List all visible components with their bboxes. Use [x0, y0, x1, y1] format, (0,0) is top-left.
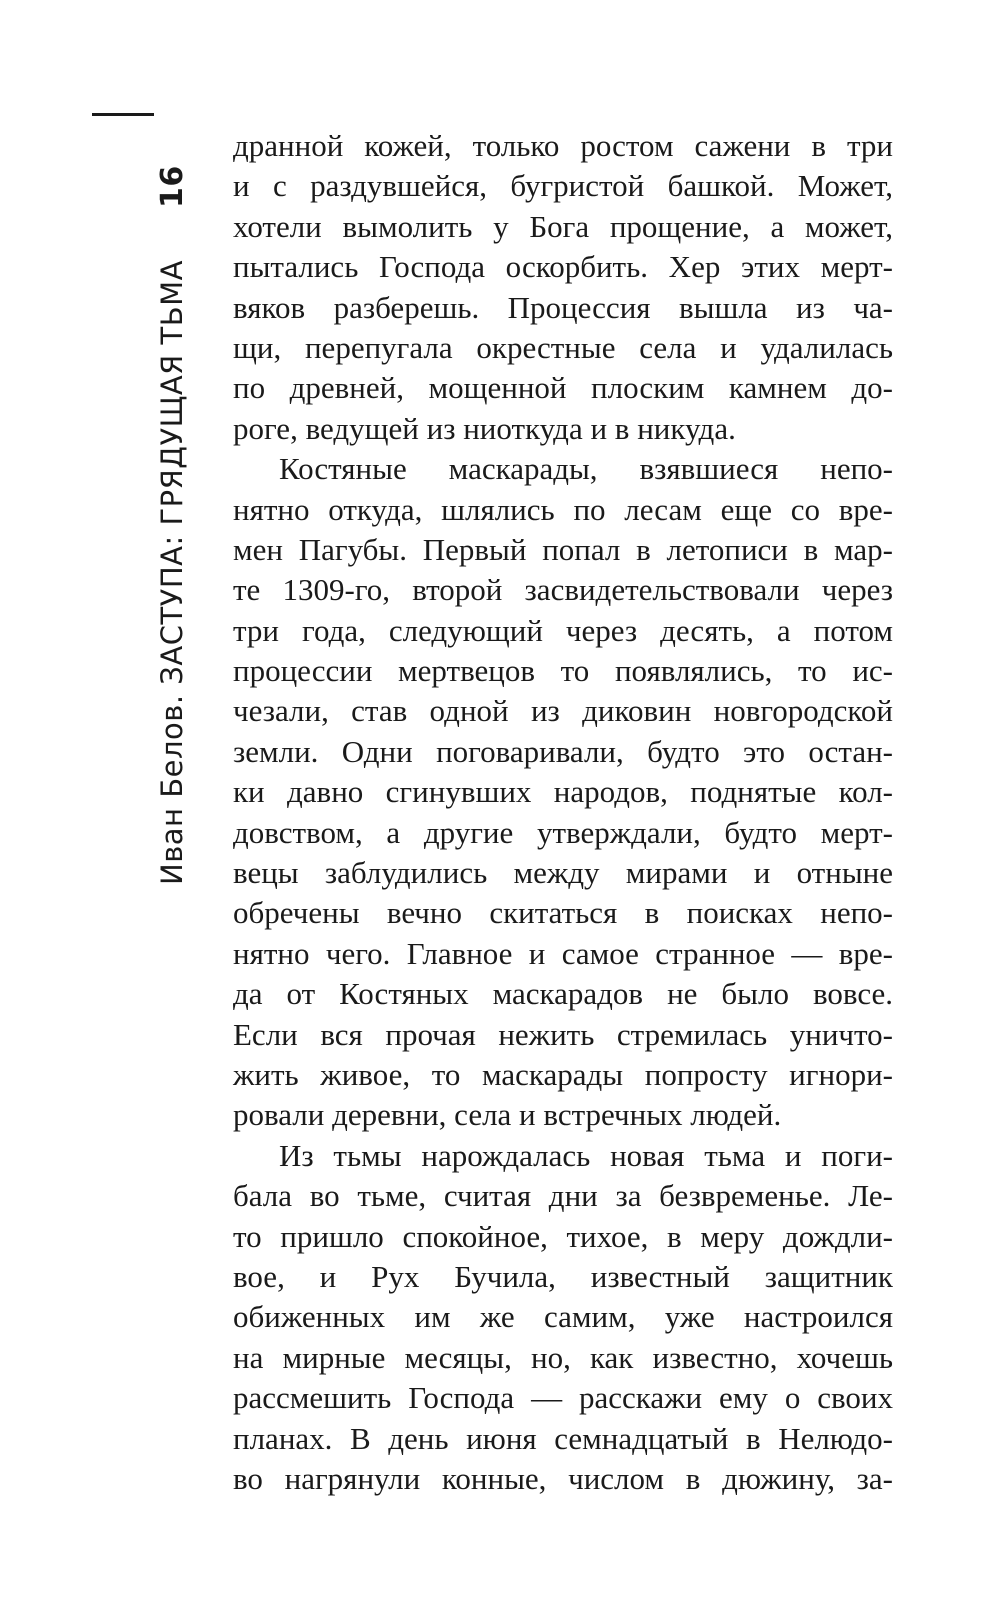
header-rule: [92, 113, 154, 116]
text-line: по древней, мощенной плоским камнем до-: [233, 370, 893, 406]
text-line: пытались Господа оскорбить. Хер этих мерт-: [233, 249, 893, 285]
text-line: дранной кожей, только ростом сажени в три: [233, 128, 893, 163]
page-number: 16: [154, 165, 190, 208]
text-line: мен Пагубы. Первый попал в летописи в мар-: [233, 531, 893, 567]
text-line: чезали, став одной из диковин новгородской: [233, 693, 893, 729]
text-line: Если вся прочая нежить стремилась уничто-: [233, 1016, 893, 1052]
text-line: вое, и Рух Бучила, известный защитник: [233, 1258, 893, 1294]
text-line: земли. Одни поговаривали, будто это остан-: [233, 733, 893, 769]
text-line: ровали деревни, села и встречных людей.: [233, 1097, 782, 1133]
text-line: ки давно сгинувших народов, поднятые кол-: [233, 774, 893, 810]
text-line: во нагрянули конные, числом в дюжину, за-: [233, 1460, 893, 1496]
running-head-title: Иван Белов. ЗАСТУПА: ГРЯДУЩАЯ ТЬМА: [155, 259, 189, 885]
text-line: те 1309-го, второй засвидетельствовали через: [233, 572, 893, 608]
text-line: планах. В день июня семнадцатый в Нелюдо-: [233, 1420, 893, 1456]
text-line: и с раздувшейся, бугристой башкой. Может,: [233, 168, 893, 204]
text-line: хотели вымолить у Бога прощение, а может,: [233, 208, 893, 244]
text-line: бала во тьме, считая дни за безвременье. Ле-: [233, 1178, 893, 1214]
text-line: довством, а другие утверждали, будто мерт-: [233, 814, 893, 850]
text-line: вецы заблудились между мирами и отныне: [233, 855, 893, 891]
text-line: три года, следующий через десять, а потом: [233, 612, 893, 648]
text-line: обречены вечно скитаться в поисках непо-: [233, 895, 893, 931]
body-text: [233, 126, 893, 1499]
text-line: да от Костяных маскарадов не было вовсе.: [233, 976, 893, 1012]
text-line: то пришло спокойное, тихое, в меру дождли-: [233, 1218, 893, 1254]
text-line: Из тьмы нарождалась новая тьма и поги-: [279, 1137, 893, 1173]
text-line: процессии мертвецов то появлялись, то ис-: [233, 653, 893, 689]
text-line: вяков разберешь. Процессия вышла из ча-: [233, 289, 893, 325]
text-line: щи, перепугала окрестные села и удалилась: [233, 329, 893, 365]
text-line: роге, ведущей из ниоткуда и в никуда.: [233, 410, 736, 446]
text-line: Костяные маскарады, взявшиеся непо-: [279, 451, 893, 487]
text-line: обиженных им же самим, уже настроился: [233, 1299, 893, 1335]
running-head: [150, 165, 194, 885]
text-line: на мирные месяцы, но, как известно, хочешь: [233, 1339, 893, 1375]
text-line: жить живое, то маскарады попросту игнори-: [233, 1056, 893, 1092]
text-line: нятно чего. Главное и самое странное — вре-: [233, 935, 893, 971]
text-line: рассмешить Господа — расскажи ему о своих: [233, 1380, 893, 1416]
text-line: нятно откуда, шлялись по лесам еще со вре-: [233, 491, 893, 527]
